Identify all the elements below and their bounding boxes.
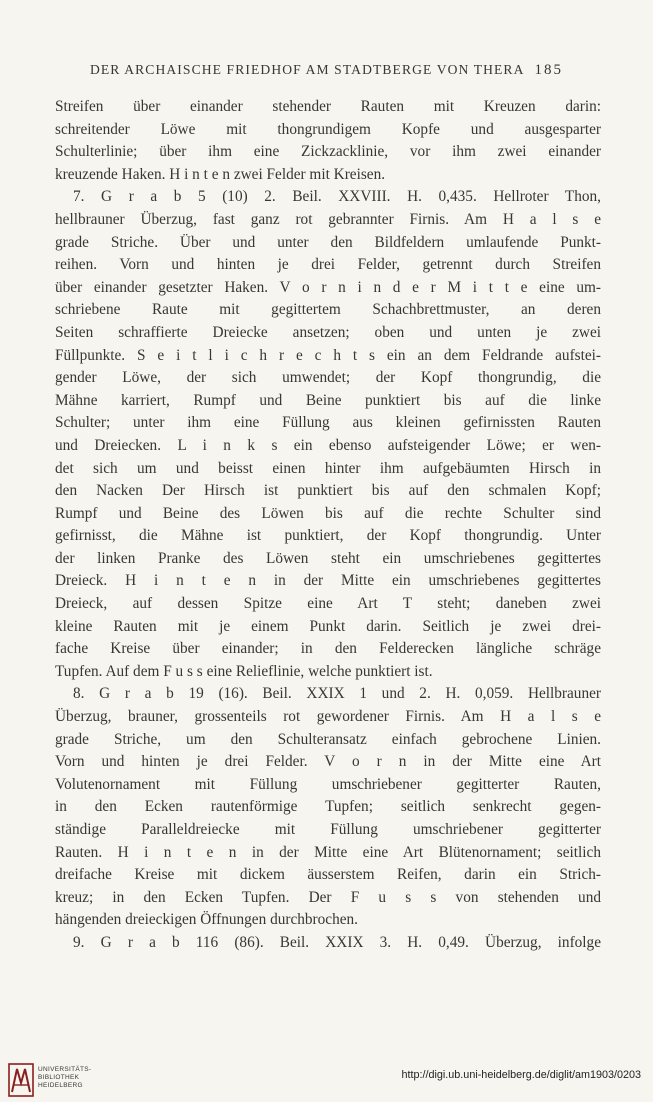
- text-line: grade Striche, um den Schulteransatz einfach gebrochene Linien.: [55, 730, 601, 748]
- text-line: Rauten. H i n t e n in der Mitte eine Art Blütenornament; seitlich: [55, 843, 601, 861]
- library-line: UNIVERSITÄTS-: [38, 1066, 92, 1073]
- text-line: Tupfen. Auf dem F u s s eine Relieflinie, welche punktiert ist.: [55, 662, 433, 680]
- text-line: Volutenornament mit Füllung umschriebener gegitterter Rauten,: [55, 775, 601, 793]
- text-line: Schulterlinie; über ihm eine Zickzacklinie, vor ihm zwei einander: [55, 143, 601, 161]
- text-line: hängenden dreieckigen Öffnungen durchbrochen.: [55, 911, 358, 929]
- running-header: [54, 62, 599, 79]
- text-line: den Nacken Der Hirsch ist punktiert bis auf den schmalen Kopf;: [55, 482, 601, 500]
- text-line: 7. G r a b 5 (10) 2. Beil. XXVIII. H. 0,435. Hellroter Thon,: [73, 188, 601, 206]
- page-number: 185: [534, 62, 564, 78]
- text-line: det sich um und beisst einen hinter ihm aufgebäumten Hirsch in: [55, 459, 601, 477]
- text-line: kleine Rauten mit je einem Punkt darin. Seitlich je zwei drei-: [55, 617, 601, 635]
- text-line: schreitender Löwe mit thongrundigem Kopfe und ausgesparter: [55, 120, 601, 138]
- text-line: grade Striche. Über und unter den Bildfeldern umlaufende Punkt-: [55, 233, 601, 251]
- text-line: reihen. Vorn und hinten je drei Felder, getrennt durch Streifen: [55, 256, 601, 274]
- text-line: 9. G r a b 116 (86). Beil. XXIX 3. H. 0,49. Überzug, infolge: [73, 933, 601, 951]
- library-line: HEIDELBERG: [38, 1082, 83, 1089]
- text-line: Mähne karriert, Rumpf und Beine punktiert bis auf die linke: [55, 391, 601, 409]
- text-line: Schulter; unter ihm eine Füllung aus kleinen gefirnissten Rauten: [55, 414, 601, 432]
- text-line: Überzug, brauner, grossenteils rot gewordener Firnis. Am H a l s e: [55, 708, 601, 726]
- text-line: hellbrauner Überzug, fast ganz rot gebrannter Firnis. Am H a l s e: [55, 210, 601, 228]
- text-line: 8. G r a b 19 (16). Beil. XXIX 1 und 2. H. 0,059. Hellbrauner: [73, 685, 601, 703]
- text-line: Füllpunkte. S e i t l i c h r e c h t s ein an dem Feldrande aufstei-: [55, 346, 601, 364]
- text-line: kreuz; in den Ecken Tupfen. Der F u s s von stehenden und: [55, 888, 601, 906]
- text-line: kreuzende Haken. H i n t e n zwei Felder mit Kreisen.: [55, 165, 386, 183]
- text-line: in den Ecken rautenförmige Tupfen; seitlich senkrecht gegen-: [55, 798, 601, 816]
- text-line: Streifen über einander stehender Rauten mit Kreuzen darin:: [55, 98, 601, 115]
- text-line: über einander gesetzter Haken. V o r n i n d e r M i t t e eine um-: [55, 278, 601, 296]
- library-name: [38, 1066, 91, 1090]
- footer: [0, 1061, 653, 1102]
- text-line: gender Löwe, der sich umwendet; der Kopf thongrundig, die: [55, 369, 601, 387]
- text-line: fache Kreise über einander; in den Felderecken längliche schräge: [55, 640, 601, 658]
- running-title: DER ARCHAISCHE FRIEDHOF AM STADTBERGE VON THERA: [89, 62, 525, 77]
- library-line: BIBLIOTHEK: [38, 1074, 80, 1081]
- text-line: der linken Pranke des Löwen steht ein umschriebenes gegittertes: [55, 549, 601, 567]
- text-line: ständige Paralleldreiecke mit Füllung umschriebener gegitterter: [55, 821, 601, 838]
- text-line: und Dreiecken. L i n k s ein ebenso aufsteigender Löwe; er wen-: [55, 436, 601, 454]
- text-line: schriebene Raute mit gegittertem Schachbrettmuster, an deren: [55, 301, 601, 319]
- text-line: dreifache Kreise mit dickem äusserstem Reifen, darin ein Strich-: [55, 866, 601, 884]
- university-library-logo-icon: [8, 1063, 34, 1097]
- text-line: Dreieck, auf dessen Spitze eine Art T steht; daneben zwei: [55, 595, 601, 613]
- text-line: Vorn und hinten je drei Felder. V o r n in der Mitte eine Art: [55, 753, 601, 771]
- text-line: gefirnisst, die Mähne ist punktiert, der Kopf thongrundig. Unter: [55, 527, 601, 545]
- text-line: Dreieck. H i n t e n in der Mitte ein umschriebenes gegittertes: [55, 572, 601, 590]
- source-url-link[interactable]: http://digi.ub.uni-heidelberg.de/diglit/am1903/0203: [401, 1069, 641, 1081]
- text-line: Seiten schraffierte Dreiecke ansetzen; oben und unten je zwei: [55, 323, 601, 341]
- text-line: Rumpf und Beine des Löwen bis auf die rechte Schulter sind: [55, 504, 601, 522]
- article-body: [55, 96, 601, 955]
